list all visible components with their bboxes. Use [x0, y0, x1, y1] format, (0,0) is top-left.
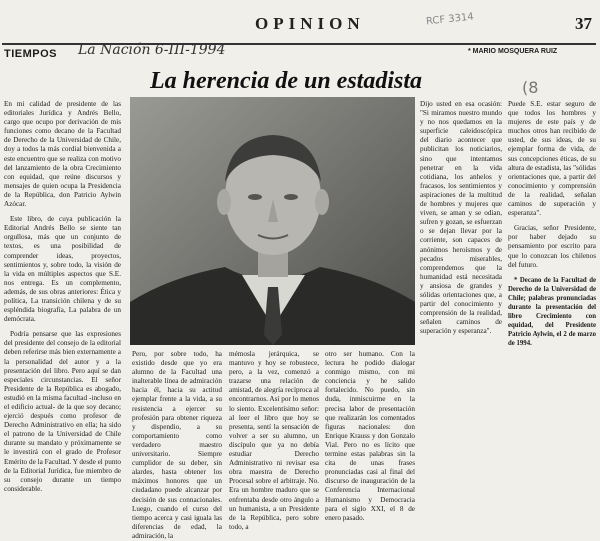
portrait-photo: [130, 97, 415, 345]
paragraph: otro ser humano. Con la lectura he podido dialogar conmigo mismo, con mi conciencia y he salido fortalecido. No puedo, sin duda, inmiscuirme en la precisa labor de presentación que realizarán los comentados figuras nacionales: don Enrique Krauss y don Gonzalo Vial. Pero no es lícito que termine estas palabras sin la cita de unas frases pronunciadas casi al final del discurso de inauguración de la Conferencia Internacional Humanismo y Democracia para el siglo XXI, el 8 de enero pasado.: [325, 350, 415, 522]
paragraph: Puede S.E. estar seguro de que todos los hombres y mujeres de este país y de muchos otros han recibido de usted, de sus ideas, de su ejemplar forma de vida, de sus concepciones éticas, de su altura de estadista, las "sólidas orientaciones que, a partir del conocimiento y comprensión de la realidad, señalan caminos de superación y esperanza".: [508, 100, 596, 218]
article-column-5: [420, 100, 502, 456]
paragraph: Pero, por sobre todo, ha existido desde que yo era alumno de la Facultad una inalterable línea de admiración hacia él, hacia su actitud ejemplar frente a la vida, a su resistencia a ejercer su profesión para obtener riqueza y dispendio, a su comportamiento como verdadero maestro universitario. Siempre cumplidor de su deber, sin alardes, hasta obtener los máximos honores que un ciudadano puede alcanzar por decisión de sus connacionales. Luego, cuando el curso del tiempo acerca y casi iguala las diferencias de edad, la admiración, la: [132, 350, 222, 540]
author-byline: * MARIO MOSQUERA RUIZ: [468, 48, 558, 55]
paragraph: Gracias, señor Presidente, por haber dejado su pensamiento por escrito para que lo conozcan los chilenos del futuro.: [508, 224, 596, 269]
paragraph: Dijo usted en esa ocasión: "Si miramos nuestro mundo y no nos quedamos en la superficie caleidoscópica del diario acontecer que publicitan los noticiarios, sino que intentamos penetrar en la vida cotidiana, los anhelos y fracasos, los sentimientos y aspiraciones de la multitud de hombres y mujeres que viven, se aman y se odian, sufren y gozan, se esfuerzan o se dejan llevar por la corriente, son capaces de anónimos heroísmos y de pecados miserables, comprendemos que la humanidad está necesitada y ansiosa de grandes y sólidas orientaciones que, a partir del conocimiento y comprensión de la realidad, señalen caminos de superación y esperanza".: [420, 100, 502, 336]
article-column-3: [229, 350, 319, 531]
article-column-2: [132, 350, 222, 540]
article-column-6: [508, 100, 596, 456]
article-column-4: [325, 350, 415, 522]
archive-stamp: RCF 3314: [425, 11, 475, 28]
publication-name: TIEMPOS: [4, 48, 58, 60]
section-title: OPINION: [255, 14, 365, 33]
paragraph: mémosla jerárquica, se mantuvo y hoy se robustece, pero, a la vez, comenzó a trazarse una relación de amistad, de alegría recíproca al encontrarnos. Así por lo menos lo siento. Excelentísimo señor: al leer el libro que hoy se presenta, sentí la sensación de volver a ser su alumno, un discípulo que ya no debía estudiar Derecho Administrativo ni revisar esa obra maestra de Derecho Procesal sobre el arbitraje. No. Era un hombre maduro que se enfrentaba desde otro ángulo a un humanista, a un Presidente de la República, pero sobre todo, a: [229, 350, 319, 531]
paragraph: Este libro, de cuya publicación la Editorial Andrés Bello se siente tan orgullosa, más que un conjunto de textos, es una posibilidad de comprender ideas, proyectos, sentimientos y, sobre todo, la visión de la vida en múltiples aspectos que S.E. nos entrega. Es un complemento, además, de sus obras anteriores: Ética y política, La transición chilena y de su espléndida biografía, La palabra de un demócrata.: [4, 215, 121, 324]
paragraph: En mi calidad de presidente de las editoriales Jurídica y Andrés Bello, cargo que ocupo por derivación de mis funciones como decano de la Facultad de Derecho de la Universidad de Chile, doy a todos la más cordial bienvenida a este encuentro que se realiza con motivo del lanzamiento de la obra Crecimiento con equidad, que reúne discursos y mensajes de quien ocupa la Presidencia de la República, don Patricio Aylwin Azócar.: [4, 100, 121, 209]
paragraph: Podría pensarse que las expresiones del presidente del consejo de la editorial deben referirse más bien externamente a la personalidad del autor y a la presentación del libro. Pero aquí se dan especiales circunstancias. El señor Presidente de la República es abogado, estudió en la misma facultad -incluso en el edificio actual- de la que soy decano; ejerció después como profesor de Derecho Administrativo en ella; ha sido el patrono de la Universidad de Chile durante su mandato y próximamente se le investirá con el grado de Profesor Emérito de la Facultad. Y desde el punto de la Editorial Jurídica, fue miembro de su consejo durante un tiempo considerable.: [4, 330, 121, 493]
handwritten-date: La Nación 6-III-1994: [78, 42, 226, 58]
author-footnote: * Decano de la Facultad de Derecho de la Universidad de Chile; palabras pronunciadas durante la presentación del libro Crecimiento con equidad, del Presidente Patricio Aylwin, el 2 de marzo de 1994.: [508, 276, 596, 348]
margin-mark: (8: [522, 78, 539, 97]
portrait-illustration: [130, 97, 415, 345]
page-number: 37: [575, 14, 592, 33]
article-headline: La herencia de un estadista: [150, 68, 423, 94]
article-column-1: [4, 100, 121, 493]
